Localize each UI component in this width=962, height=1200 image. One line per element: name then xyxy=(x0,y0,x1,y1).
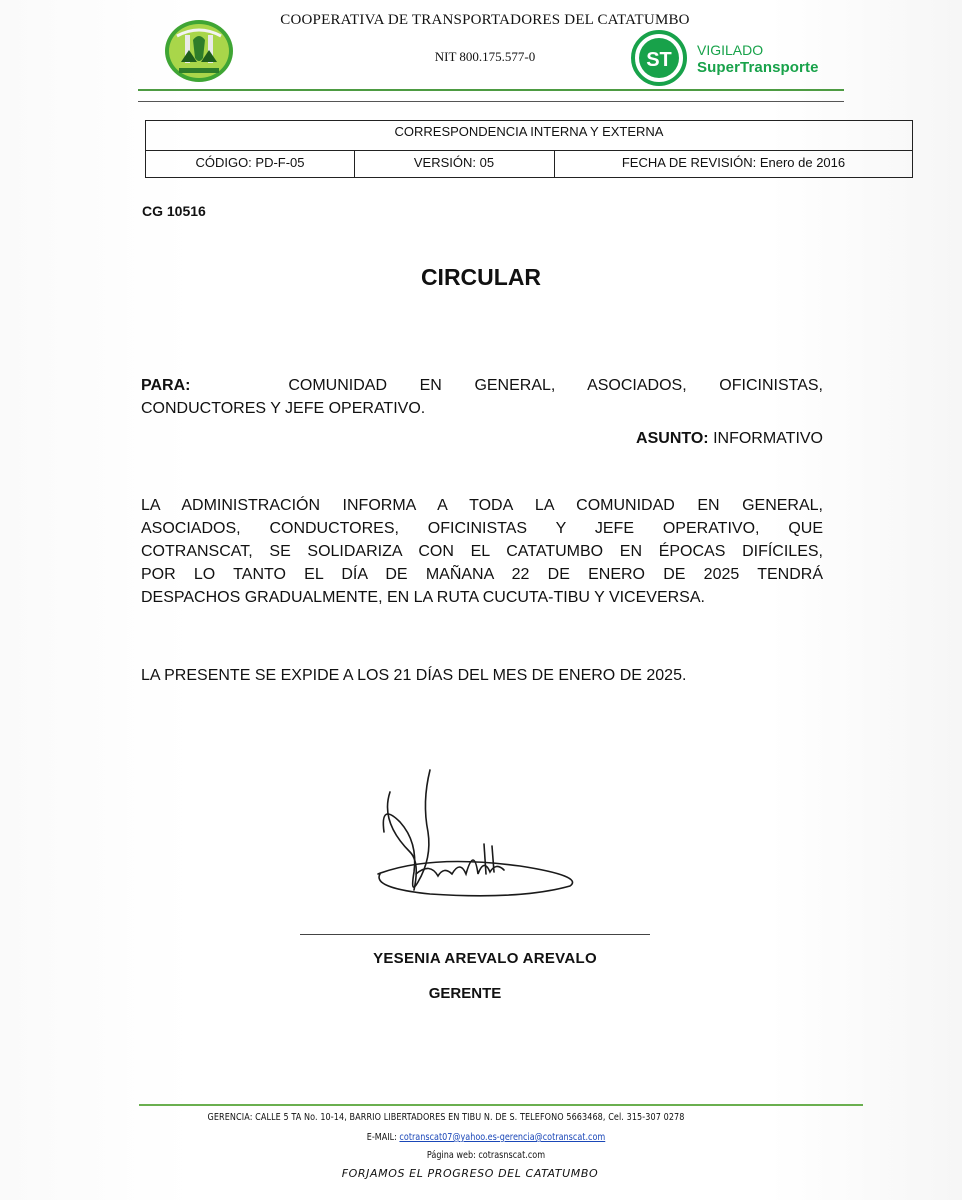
header-rule xyxy=(138,101,844,102)
signatory-role: GERENTE xyxy=(428,985,502,1002)
document-control-table xyxy=(145,120,913,178)
body-line: ASOCIADOS, CONDUCTORES, OFICINISTAS Y JEFE OPERATIVO, QUE xyxy=(141,520,823,537)
asunto-label: ASUNTO: xyxy=(636,430,709,447)
header-rule-green xyxy=(138,89,844,91)
vigilado-label: VIGILADO xyxy=(697,42,764,58)
st-logo-icon xyxy=(630,30,690,86)
body-paragraph xyxy=(141,494,823,609)
st-logo-mark: ST xyxy=(646,49,672,71)
footer-email xyxy=(226,1132,746,1143)
cotranscat-logo-icon xyxy=(163,18,235,84)
recipients-block xyxy=(141,374,823,420)
control-code: CÓDIGO: PD-F-05 xyxy=(146,150,355,177)
handwritten-signature xyxy=(370,762,585,912)
signatory-name: YESENIA AREVALO AREVALO xyxy=(373,950,597,967)
body-line: COTRANSCAT, SE SOLIDARIZA CON EL CATATUMBO EN ÉPOCAS DIFÍCILES, xyxy=(141,543,823,560)
control-table-title: CORRESPONDENCIA INTERNA Y EXTERNA xyxy=(146,121,912,151)
body-line: LA ADMINISTRACIÓN INFORMA A TODA LA COMUNIDAD EN GENERAL, xyxy=(141,497,823,514)
recipients-line-1 xyxy=(141,374,823,397)
organization-name: COOPERATIVA DE TRANSPORTADORES DEL CATATUMBO xyxy=(280,12,690,28)
recipients-line-2: CONDUCTORES Y JEFE OPERATIVO. xyxy=(141,400,426,417)
reference-number: CG 10516 xyxy=(142,203,206,219)
supertransporte-label: SuperTransporte xyxy=(697,59,819,76)
subject-line xyxy=(636,430,823,448)
email-link[interactable]: cotranscat07@yahoo.es-gerencia@cotranscat.com xyxy=(399,1132,606,1143)
para-label: PARA: xyxy=(141,377,191,394)
control-revision-date: FECHA DE REVISIÓN: Enero de 2016 xyxy=(621,155,846,170)
control-version: VERSIÓN: 05 xyxy=(354,150,555,177)
document-title: CIRCULAR xyxy=(420,264,542,290)
recipients-text-1: COMUNIDAD EN GENERAL, ASOCIADOS, OFICINISTAS, xyxy=(288,377,823,394)
footer-website: Página web: cotrasnscat.com xyxy=(426,1150,546,1161)
email-label: E-MAIL: xyxy=(366,1132,397,1143)
signature-line xyxy=(300,934,650,935)
nit-number: NIT 800.175.577-0 xyxy=(434,49,536,64)
footer-address: GERENCIA: CALLE 5 TA No. 10-14, BARRIO LIBERTADORES EN TIBU N. DE S. TELEFONO 5663468, Cel. 315-307 0278 xyxy=(207,1112,685,1123)
footer-slogan: FORJAMOS EL PROGRESO DEL CATATUMBO xyxy=(341,1167,599,1180)
body-line: DESPACHOS GRADUALMENTE, EN LA RUTA CUCUTA-TIBU Y VICEVERSA. xyxy=(141,589,705,606)
footer-rule xyxy=(139,1104,863,1106)
asunto-value: INFORMATIVO xyxy=(713,430,823,447)
body-line: POR LO TANTO EL DÍA DE MAÑANA 22 DE ENERO DE 2025 TENDRÁ xyxy=(141,566,823,583)
issue-date-statement: LA PRESENTE SE EXPIDE A LOS 21 DÍAS DEL MES DE ENERO DE 2025. xyxy=(141,667,687,684)
